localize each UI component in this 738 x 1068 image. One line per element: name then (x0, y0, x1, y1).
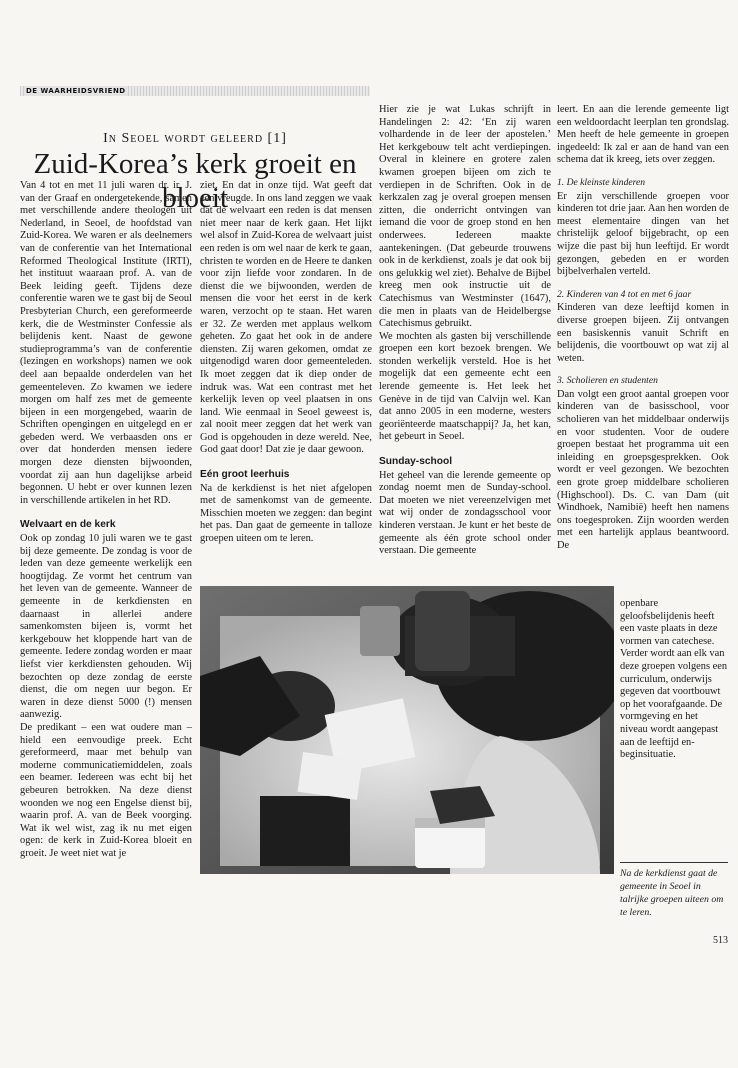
paragraph: Ook op zondag 10 juli waren we te gast bij deze gemeente. De zondag is voor de leden van deze gemeente werkelijk een hoogtijdag. Ze vormt het centrum van het leven van de gemeente. Wanneer de gemeente in de kerkdiensten en daarnaast in allerlei andere samenkomsten bijeen is, vormt het kerkgebouw het kloppende hart van de gemeente. Iedere zondag worden er maar liefst vier kerkdiensten gehouden. Wij bezochten op deze zondag de eerste dienst, die om negen uur begon. Er waren in deze dienst 5000 (!) mensen aanwezig. (20, 533, 192, 721)
paragraph: De predikant – een wat oudere man – hield een eenvoudige preek. Echt gereformeerd, maar met behulp van moderne communicatiemiddelen, zoals een beamer. Iedereen was echt bij het gebeuren betrokken. Na deze dienst woonden we nog een Engelse dienst bij, waarin prof. A. van de Beek voorging. Wat ik wel wist, zag ik nu met eigen ogen: de kerk in Zuid-Korea bloeit en groeit. Je weet niet wat je (20, 721, 192, 859)
paragraph: Het geheel van die lerende gemeente op zondag noemt men de Sunday-school. Dat moeten we niet vereenzelvigen met wat wij onder de zondagsschool voor kinderen verstaan. Je kunt er het beste de gemeente als één grote school onder verstaan. Die gemeente (379, 469, 551, 557)
article-kicker: In Seoel wordt geleerd [1] (103, 131, 287, 146)
column-4 (557, 104, 729, 553)
article-photo (200, 586, 614, 874)
photo-caption: Na de kerkdienst gaat de gemeente in Seoel in talrijke groepen uiteen om te leren. (620, 868, 724, 918)
paragraph: Na de kerkdienst is het niet afgelopen met de samenkomst van de gemeente. Misschien moeten we zeggen: dan begint het pas. Dan gaat de gemeente in talloze groepen uiteen om te leren. (200, 482, 372, 545)
column-1 (20, 180, 192, 859)
subheading-sunday-school: Sunday-school (379, 456, 453, 468)
paragraph: openbare geloofsbelijdenis heeft een vaste plaats in deze vormen van catechese. Verder wordt aan elk van deze groepen volgens een curriculum, onderwijs gegeven dat voortbouwt op het voorafgaande. De vormgeving en het niveau wordt aangepast aan de leeftijd en-beginsituatie. (620, 598, 728, 761)
section-label: DE WAARHEIDSVRIEND (26, 87, 126, 95)
column-4-continuation (620, 598, 728, 762)
paragraph: Er zijn verschillende groepen voor kinderen tot drie jaar. Aan hen worden de meest elementaire dingen van het christelijk geloof bijgebracht, op een wijze die past bij hun leeftijd. Er wordt gezongen, gebeden en er worden bijbelverhalen verteld. (557, 190, 729, 278)
paragraph: Dan volgt een groot aantal groepen voor kinderen van de basisschool, voor scholieren van het middelbaar onderwijs en voor studenten. Voor de oudere groepen bestaat het programma uit een inleiding en groepsgesprekken. Ook wordt er veel gezongen. We bezochten een grote groep middelbare scholieren (Highschool). Ds. C. van Dam (uit Windhoek, Namibië) heeft hen namens ons toegesproken. Zijn woorden werden met een hartelijk applaus beantwoord. De (557, 388, 729, 551)
paragraph: Hier zie je wat Lukas schrijft in Handelingen 2: 42: ‘En zij waren volhardende in de leer der apostelen.’ Het kerkgebouw telt acht verdiepingen. Overal in kleinere en grotere zalen kwamen groepen bijeen om zich te verdiepen in de Schriften. Ook in de kerkzalen zag je overal groepen mensen zitten, die onderricht ontvingen van iemand die voor de groep stond en hen onderwees. Iedereen maakte aantekeningen. (Dat gebeurde trouwens ook in de kerkdienst, zoals je dat ook bij ons gelukkig wel ziet). Behalve de Bijbel kreeg men ook instructie uit de Catechismus van Westminster (1647), die men in plaats van de Heidelbergse Catechismus gebruikt. (379, 104, 551, 330)
column-3 (379, 104, 551, 558)
photo-image (200, 586, 614, 874)
paragraph: ziet. En dat in onze tijd. Wat geeft dat een vreugde. In ons land zeggen we vaak dat de welvaart een reden is dat mensen niet meer naar de kerk gaan. Het lijkt wel alsof in Zuid-Korea de welvaart juist een reden is om wel naar de kerk te gaan, christen te worden en de Heere te danken voor zijn liefde voor zondaren. In de dienst die we bijwoonden, werden de mensen die voor het eerst in de kerk waren, verzocht op te staan. Het waren er 32. Ze werden met applaus welkom geheten. Zo gaat het ook in de andere diensten. Zij waren gekomen, omdat ze uitgenodigd waren door gemeenteleden. Ik moet zeggen dat ik diep onder de indruk was. Wat een contrast met het kerkelijk leven op veel plaatsen in ons land. Wie eenmaal in Seoel geweest is, zal nooit meer zeggen dat het werk van God is opgehouden in deze wereld. Nee, God gaat door! Dat zie je daar gewoon. (200, 180, 372, 456)
article-title: Zuid-Korea’s kerk groeit en bloeit (33, 148, 357, 214)
paragraph: We mochten als gasten bij verschillende groepen een kort bezoek brengen. We stonden werkelijk versteld. Hoe is het mogelijk dat een gemeente echt een lerende gemeente is. Het leek het Genève in de tijd van Calvijn wel. Kan dat anno 2005 in een moderne, westers georiënteerde maatschappij? Ja, het kan, het gebeurt in Seoel. (379, 330, 551, 443)
paragraph: Kinderen van deze leeftijd komen in diverse groepen bijeen. Zij ontvangen een basiskennis vanuit Schrift en belijdenis, die voortbouwt op wat zij al weten. (557, 302, 729, 364)
caption-rule (620, 862, 728, 863)
paragraph: Van 4 tot en met 11 juli waren dr. ir. J. van der Graaf en ondergetekende, samen met verschillende andere theologen uit Nederland, in Seoel, de hoofdstad van Zuid-Korea. We waren er als deelnemers van de conferentie van het International Reformed Theological Institute (IRTI), het instituut waaraan prof. A. van de Beek leiding geeft. Tijdens deze conferentie waren we te gast bij de Seoul Presbyterian Church, een gereformeerde kerk, die de Westminster Confessie als belijdenis kent. Naast de gewone studieprogramma’s van de conferentie (lezingen en workshops) namen we ook deel aan bepaalde onderdelen van het gemeenteleven. Zo kwamen we iedere morgen om half zes met de gemeente bijeen in een morgengebed, waarin de Schriften opengingen en uitgelegd en er gebeden werd. We verbaasden ons er over dat honderden mensen iedere morgen deze diensten bijwoonden, voordat zij aan hun dagelijkse arbeid begonnen. U hebt er over kunnen lezen in verschillende artikelen in het RD. (20, 180, 192, 506)
subheading-kleinste-kinderen: 1. De kleinste kinderen (557, 176, 646, 188)
page-number: 513 (713, 935, 728, 946)
subheading-kinderen-4-6: 2. Kinderen van 4 tot en met 6 jaar (557, 288, 692, 300)
subheading-leerhuis: Eén groot leerhuis (200, 469, 290, 481)
column-2 (200, 180, 372, 546)
subheading-welvaart: Welvaart en de kerk (20, 519, 116, 531)
paragraph: leert. En aan die lerende gemeente ligt een weldoordacht leerplan ten grondslag. Men heeft de hele gemeente in groepen ingedeeld: Ik zal er aan de hand van een schema dat ik kreeg, iets over zeggen. (557, 104, 729, 166)
subheading-scholieren: 3. Scholieren en studenten (557, 375, 658, 387)
